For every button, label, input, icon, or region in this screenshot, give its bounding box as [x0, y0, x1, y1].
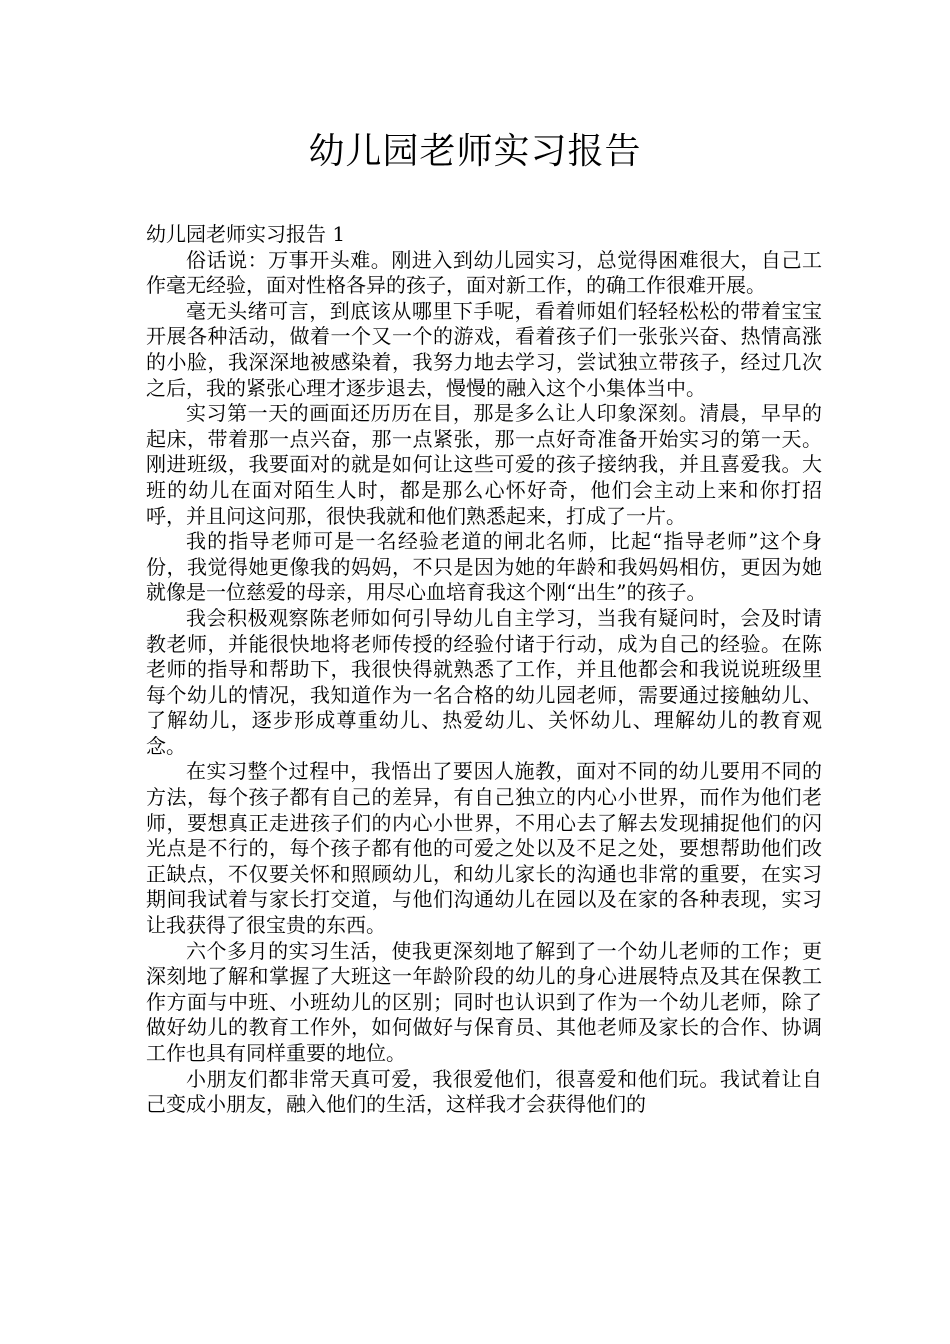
paragraph: 小朋友们都非常天真可爱，我很爱他们，很喜爱和他们玩。我试着让自己变成小朋友，融入他们的生活，这样我才会获得他们的 [146, 1066, 822, 1117]
paragraph: 毫无头绪可言，到底该从哪里下手呢，看着师姐们轻轻松松的带着宝宝开展各种活动，做着一个又一个的游戏，看着孩子们一张张兴奋、热情高涨的小脸，我深深地被感染着，我努力地去学习，尝试独立带孩子，经过几次之后，我的紧张心理才逐步退去，慢慢的融入这个小集体当中。 [146, 298, 822, 400]
document-title: 幼儿园老师实习报告 [308, 131, 642, 172]
paragraph: 俗话说：万事开头难。刚进入到幼儿园实习，总觉得困难很大，自己工作毫无经验，面对性格各异的孩子，面对新工作，的确工作很难开展。 [146, 247, 822, 298]
paragraph: 六个多月的实习生活，使我更深刻地了解到了一个幼儿老师的工作；更深刻地了解和掌握了大班这一年龄阶段的幼儿的身心进展特点及其在保教工作方面与中班、小班幼儿的区别；同时也认识到了作为一个幼儿老师，除了做好幼儿的教育工作外，如何做好与保育员、其他老师及家长的合作、协调工作也具有同样重要的地位。 [146, 938, 822, 1065]
paragraph: 我会积极观察陈老师如何引导幼儿自主学习，当我有疑问时，会及时请教老师，并能很快地将老师传授的经验付诸于行动，成为自己的经验。在陈老师的指导和帮助下，我很快得就熟悉了工作，并且他都会和我说说班级里每个幼儿的情况，我知道作为一名合格的幼儿园老师，需要通过接触幼儿、了解幼儿，逐步形成尊重幼儿、热爱幼儿、关怀幼儿、理解幼儿的教育观念。 [146, 605, 822, 758]
paragraph: 在实习整个过程中，我悟出了要因人施教，面对不同的幼儿要用不同的方法，每个孩子都有自己的差异，有自己独立的内心小世界，而作为他们老师，要想真正走进孩子们的内心小世界，不用心去了解去发现捕捉他们的闪光点是不行的，每个孩子都有他的可爱之处以及不足之处，要想帮助他们改正缺点，不仅要关怀和照顾幼儿，和幼儿家长的沟通也非常的重要，在实习期间我试着与家长打交道，与他们沟通幼儿在园以及在家的各种表现，实习让我获得了很宝贵的东西。 [146, 759, 822, 938]
paragraph: 我的指导老师可是一名经验老道的闸北名师，比起“指导老师”这个身份，我觉得她更像我的妈妈，不只是因为她的年龄和我妈妈相仿，更因为她就像是一位慈爱的母亲，用尽心血培育我这个刚“出生”的孩子。 [146, 529, 822, 605]
document-body [146, 222, 822, 1118]
paragraph: 实习第一天的画面还历历在目，那是多么让人印象深刻。清晨，早早的起床，带着那一点兴奋，那一点紧张，那一点好奇准备开始实习的第一天。刚进班级，我要面对的就是如何让这些可爱的孩子接纳我，并且喜爱我。大班的幼儿在面对陌生人时，都是那么心怀好奇，他们会主动上来和你打招呼，并且问这问那，很快我就和他们熟悉起来，打成了一片。 [146, 401, 822, 528]
section-heading: 幼儿园老师实习报告 1 [146, 222, 346, 246]
